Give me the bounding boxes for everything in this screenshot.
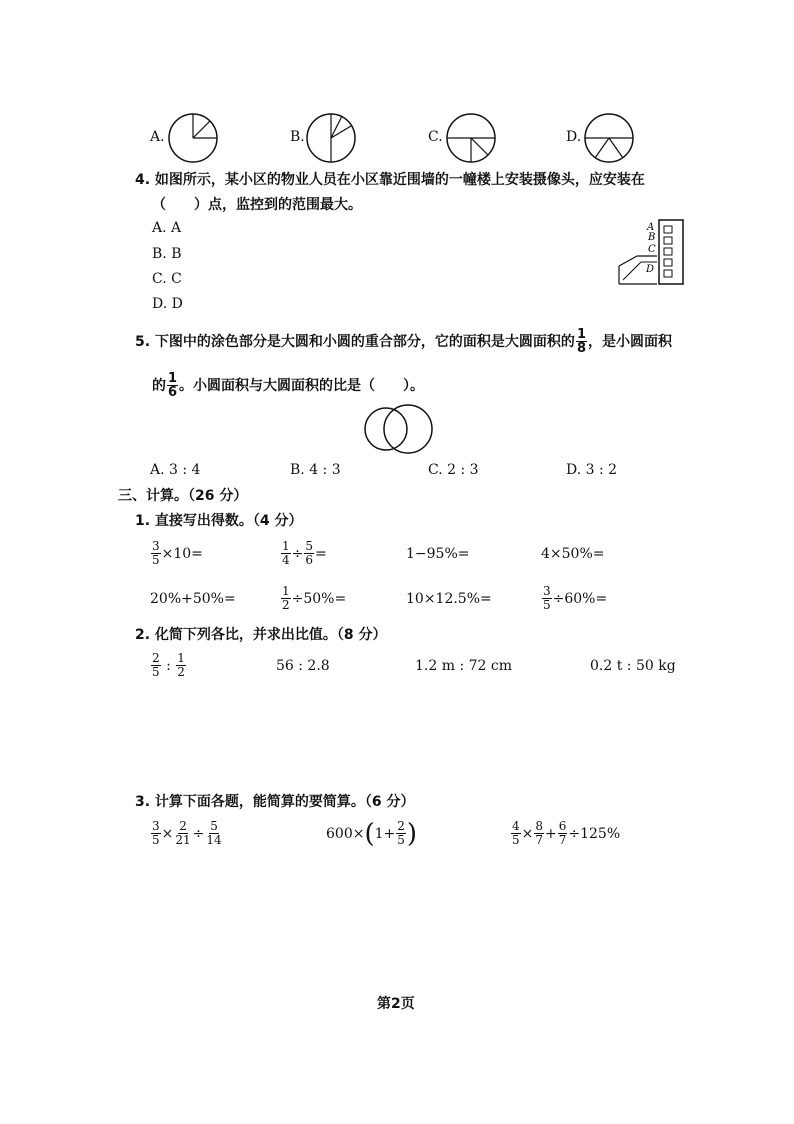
page-number: 第2页	[377, 996, 415, 1012]
p2-e1-den2: 2	[177, 665, 185, 679]
p3-expr-3	[510, 820, 620, 847]
q5-line1-part-b: ，是小圆面积	[587, 333, 672, 350]
q5-option-c[interactable]: C. 2 : 3	[428, 462, 479, 478]
p3-e1-op1: ×	[161, 825, 174, 842]
q3-option-a[interactable]	[150, 129, 165, 145]
p2-e1-den1: 5	[152, 665, 160, 679]
p1-e1-fraction	[151, 540, 161, 567]
p3-e1-fraction-1	[151, 820, 161, 847]
p1-e6-fraction	[281, 585, 291, 612]
p3-e1-num1: 3	[152, 819, 160, 833]
p2-e1-fraction-2	[176, 652, 186, 679]
section3-title: 三、计算。（26 分）	[118, 488, 248, 504]
p2-e1-num2: 1	[177, 651, 185, 665]
p3-title: 3. 计算下面各题，能简算的要简算。（6 分）	[135, 794, 415, 810]
q5-text-line1	[135, 328, 672, 355]
p2-expr-4: 0.2 t : 50 kg	[590, 658, 676, 674]
p3-e1-den2: 21	[175, 833, 191, 847]
p1-e8-fraction	[542, 585, 552, 612]
q5-option-a[interactable]: A. 3 : 4	[150, 462, 201, 478]
p3-expr-1	[150, 820, 224, 847]
p1-e2-num1: 1	[282, 539, 290, 553]
q4-building-figure	[617, 218, 687, 288]
q5-text-line2	[152, 372, 424, 399]
p2-title: 2. 化简下列各比，并求出比值。（8 分）	[135, 627, 387, 643]
p3-e1-op2: ÷	[192, 825, 205, 842]
p1-e6-den: 2	[282, 598, 290, 612]
p1-expr-3: 1−95%=	[406, 546, 470, 562]
q5-line1-part-a: 5. 下图中的涂色部分是大圆和小圆的重合部分，它的面积是大圆面积的	[135, 333, 575, 350]
p1-e2-op: ÷	[291, 545, 304, 562]
p3-e3-num2: 8	[535, 819, 544, 833]
q4-option-b[interactable]: B. B	[152, 246, 182, 262]
p3-e2-pre: 600×	[326, 825, 365, 842]
q4-figure-label-c: C	[648, 244, 656, 255]
q3-option-d[interactable]	[566, 129, 581, 145]
q5-fraction-1	[576, 328, 587, 355]
q5-overlapping-circles-figure	[362, 405, 436, 455]
p3-e3-den3: 7	[558, 833, 567, 847]
p3-e1-den3: 14	[206, 833, 222, 847]
p1-expr-6	[280, 585, 346, 612]
q3-option-a-label: A.	[150, 129, 165, 145]
p1-expr-5: 20%+50%=	[150, 591, 236, 607]
q4-figure-label-d: D	[646, 264, 655, 275]
p1-e2-rest: =	[315, 545, 327, 562]
q3-option-d-circle	[584, 113, 634, 163]
p1-e2-den2: 6	[305, 553, 314, 567]
q5-fraction-2-denominator: 6	[168, 385, 178, 400]
q5-fraction-1-numerator: 1	[576, 327, 586, 342]
p3-e2-left-paren: (	[364, 818, 375, 849]
p1-expr-8	[541, 585, 607, 612]
p2-expr-1	[150, 652, 187, 679]
q5-line2-part-a: 的	[152, 377, 166, 394]
p3-e2-fraction	[396, 820, 406, 847]
p3-e3-den1: 5	[512, 833, 520, 847]
p3-e3-num3: 6	[558, 819, 567, 833]
q4-text-line2: （ ）点，监控到的范围最大。	[152, 197, 362, 213]
p3-e3-op2: +	[545, 825, 557, 842]
p1-e2-num2: 5	[305, 539, 314, 553]
p1-e8-rest: ÷60%=	[552, 590, 608, 607]
p1-e8-num: 3	[543, 584, 551, 598]
p2-e1-num1: 2	[152, 651, 160, 665]
q3-option-c-label: C.	[428, 129, 443, 145]
p3-e2-one: 1+	[374, 825, 396, 842]
p1-title: 1. 直接写出得数。（4 分）	[135, 513, 303, 529]
q4-option-d[interactable]: D. D	[152, 296, 183, 312]
p3-e3-fraction-2	[534, 820, 544, 847]
p1-e1-den: 5	[152, 553, 160, 567]
p1-e6-num: 1	[282, 584, 290, 598]
q5-option-d[interactable]: D. 3 : 2	[566, 462, 618, 478]
p2-expr-3: 1.2 m : 72 cm	[415, 658, 512, 674]
p1-expr-7: 10×12.5%=	[406, 591, 492, 607]
p1-e8-den: 5	[543, 598, 551, 612]
q5-line2-part-b: 。小圆面积与大圆面积的比是（ ）。	[179, 377, 425, 394]
p3-e3-rest: ÷125%	[568, 825, 621, 842]
p3-e2-den: 5	[397, 833, 405, 847]
p3-e3-fraction-3	[558, 820, 568, 847]
p1-expr-1	[150, 540, 203, 567]
p3-e1-fraction-3	[205, 820, 222, 847]
q3-option-a-circle	[168, 113, 218, 163]
q3-option-b-label: B.	[290, 129, 305, 145]
q4-option-c[interactable]: C. C	[152, 271, 182, 287]
q4-option-a[interactable]: A. A	[152, 220, 182, 236]
q4-figure-label-b: B	[648, 232, 656, 243]
p2-e1-fraction-1	[151, 652, 161, 679]
q4-figure-label-a: A	[647, 222, 655, 233]
p3-expr-2	[326, 820, 417, 847]
q3-option-b-circle	[306, 113, 356, 163]
p3-e3-den2: 7	[535, 833, 544, 847]
q3-option-c[interactable]	[428, 129, 443, 145]
p3-e3-fraction-1	[511, 820, 521, 847]
p3-e1-num2: 2	[179, 819, 187, 833]
p1-e6-rest: ÷50%=	[291, 590, 347, 607]
p1-e1-num: 3	[152, 539, 160, 553]
p3-e1-den1: 5	[152, 833, 160, 847]
q3-option-d-label: D.	[566, 129, 582, 145]
q5-large-circle	[384, 405, 432, 453]
p2-e1-op: :	[161, 657, 176, 674]
q5-small-circle	[365, 408, 407, 450]
p1-e2-fraction-1	[281, 540, 291, 567]
p2-expr-2: 56 : 2.8	[276, 658, 330, 674]
q5-fraction-2-numerator: 1	[168, 371, 178, 386]
q3-option-c-circle	[446, 113, 496, 163]
p1-e2-den1: 4	[282, 553, 290, 567]
q5-option-b[interactable]: B. 4 : 3	[290, 462, 341, 478]
p3-e3-num1: 4	[512, 819, 520, 833]
q5-fraction-2	[167, 372, 178, 399]
p1-expr-2	[280, 540, 327, 567]
p3-e1-fraction-2	[174, 820, 191, 847]
q5-fraction-1-denominator: 8	[576, 341, 586, 356]
p3-e3-op1: ×	[521, 825, 534, 842]
p3-e2-num: 2	[397, 819, 405, 833]
q4-text-line1: 4. 如图所示，某小区的物业人员在小区靠近围墙的一幢楼上安装摄像头，应安装在	[135, 172, 645, 188]
p3-e1-num3: 5	[210, 819, 218, 833]
p1-e2-fraction-2	[304, 540, 314, 567]
q3-option-b[interactable]	[290, 129, 305, 145]
p3-e2-right-paren: )	[406, 818, 418, 849]
p1-expr-4: 4×50%=	[541, 546, 605, 562]
p1-e1-rest: ×10=	[161, 545, 203, 562]
